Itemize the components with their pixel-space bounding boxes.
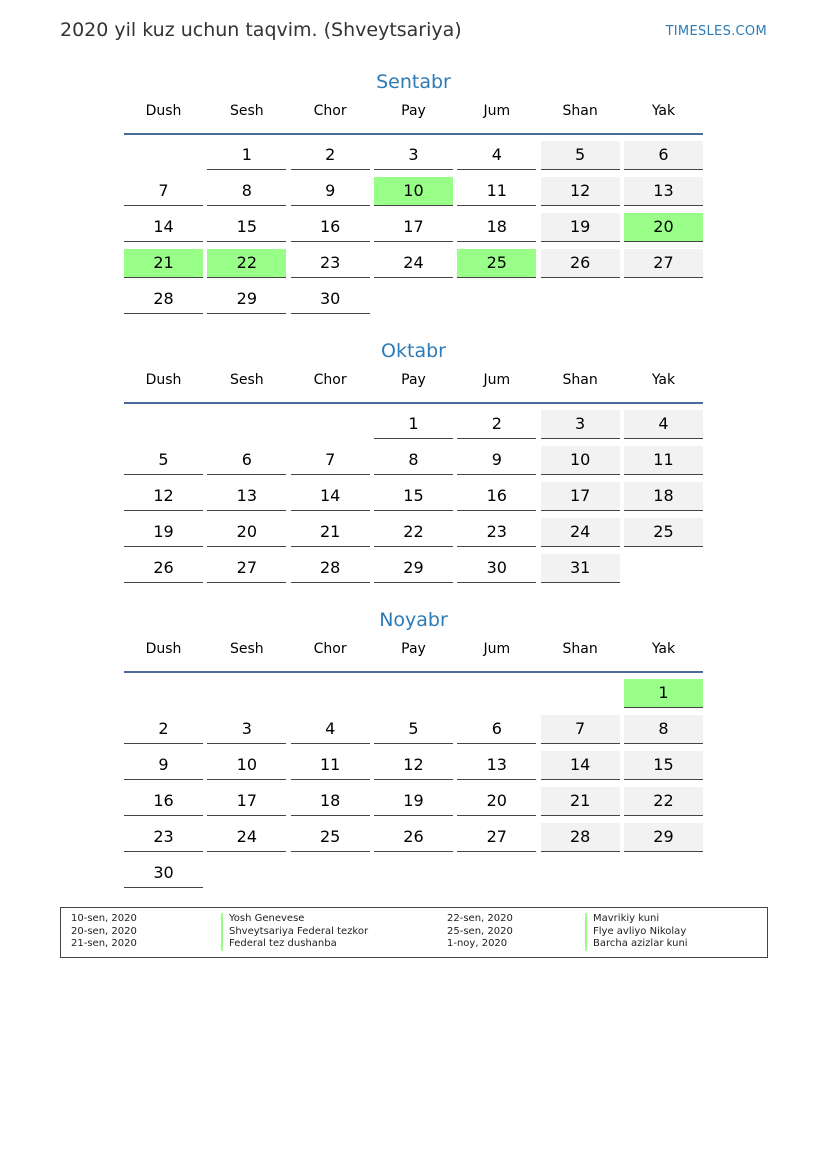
day-cell[interactable]: 15 <box>624 751 703 780</box>
week-row <box>124 677 703 713</box>
page-title: 2020 yil kuz uchun taqvim. (Shveytsariya) <box>60 19 462 41</box>
day-cell[interactable]: 1 <box>624 679 703 708</box>
empty-day-cell <box>457 285 536 313</box>
legend-date: 25-sen, 2020 <box>447 925 513 937</box>
month-title: Oktabr <box>381 340 446 362</box>
weekday-label: Dush <box>145 641 182 657</box>
weekday-label: Yak <box>651 641 676 657</box>
weekday-label: Dush <box>145 372 182 388</box>
empty-day-cell <box>624 859 703 887</box>
legend-date: 22-sen, 2020 <box>447 913 513 924</box>
week-row <box>124 821 703 857</box>
day-cell[interactable]: 24 <box>541 518 620 547</box>
day-cell[interactable]: 27 <box>457 823 536 852</box>
week-row <box>124 283 703 319</box>
empty-day-cell <box>124 679 203 707</box>
empty-day-cell <box>207 679 286 707</box>
empty-day-cell <box>624 285 703 313</box>
day-cell[interactable]: 22 <box>374 518 453 547</box>
week-row <box>124 444 703 480</box>
week-row <box>124 247 703 283</box>
week-row <box>124 785 703 821</box>
day-cell[interactable]: 11 <box>624 446 703 475</box>
day-cell[interactable]: 14 <box>291 482 370 511</box>
day-cell[interactable]: 2 <box>457 410 536 439</box>
weekday-label: Chor <box>313 641 347 657</box>
legend-date: 1-noy, 2020 <box>447 938 508 949</box>
day-cell[interactable]: 27 <box>624 249 703 278</box>
day-cell[interactable]: 15 <box>374 482 453 511</box>
weekday-label: Chor <box>313 103 347 119</box>
empty-day-cell <box>541 285 620 313</box>
day-cell[interactable]: 13 <box>457 751 536 780</box>
weekday-label: Jum <box>483 372 511 388</box>
weekday-label: Sesh <box>229 372 264 388</box>
day-cell[interactable]: 3 <box>541 410 620 439</box>
weekday-label: Chor <box>313 372 347 388</box>
day-cell[interactable]: 19 <box>541 213 620 242</box>
day-grid <box>124 139 703 319</box>
week-row <box>124 857 703 893</box>
day-cell[interactable]: 23 <box>124 823 203 852</box>
day-cell[interactable]: 18 <box>624 482 703 511</box>
weekday-label: Jum <box>483 641 511 657</box>
holiday-legend <box>60 907 768 958</box>
empty-day-cell <box>374 679 453 707</box>
week-row <box>124 713 703 749</box>
day-cell[interactable]: 24 <box>207 823 286 852</box>
day-cell[interactable]: 15 <box>207 213 286 242</box>
empty-day-cell <box>457 859 536 887</box>
day-cell[interactable]: 18 <box>291 787 370 816</box>
day-cell[interactable]: 20 <box>457 787 536 816</box>
empty-day-cell <box>124 410 203 438</box>
empty-day-cell <box>624 554 703 582</box>
week-row <box>124 480 703 516</box>
day-cell[interactable]: 25 <box>291 823 370 852</box>
day-cell[interactable]: 21 <box>124 249 203 278</box>
day-cell[interactable]: 28 <box>124 285 203 314</box>
week-row <box>124 211 703 247</box>
legend-row <box>71 913 411 926</box>
day-cell[interactable]: 29 <box>374 554 453 583</box>
week-row <box>124 552 703 588</box>
day-cell[interactable]: 10 <box>541 446 620 475</box>
day-cell[interactable]: 24 <box>374 249 453 278</box>
day-cell[interactable]: 18 <box>457 213 536 242</box>
week-row <box>124 139 703 175</box>
day-cell[interactable]: 16 <box>124 787 203 816</box>
day-cell[interactable]: 19 <box>124 518 203 547</box>
day-cell[interactable]: 3 <box>207 715 286 744</box>
weekday-label: Sesh <box>229 103 264 119</box>
day-cell[interactable]: 13 <box>624 177 703 206</box>
day-cell[interactable]: 11 <box>457 177 536 206</box>
day-cell[interactable]: 30 <box>457 554 536 583</box>
day-cell[interactable]: 31 <box>541 554 620 583</box>
empty-day-cell <box>374 859 453 887</box>
day-cell[interactable]: 7 <box>291 446 370 475</box>
week-row <box>124 408 703 444</box>
day-cell[interactable]: 7 <box>124 177 203 206</box>
weekday-label: Yak <box>651 372 676 388</box>
month-title: Sentabr <box>376 71 451 93</box>
month-2 <box>124 605 703 893</box>
day-cell[interactable]: 12 <box>541 177 620 206</box>
legend-row <box>71 926 411 939</box>
week-row <box>124 749 703 785</box>
day-cell[interactable]: 3 <box>374 141 453 170</box>
day-cell[interactable]: 7 <box>541 715 620 744</box>
weekday-label: Shan <box>562 372 598 388</box>
day-cell[interactable]: 14 <box>124 213 203 242</box>
day-cell[interactable]: 21 <box>541 787 620 816</box>
day-cell[interactable]: 29 <box>624 823 703 852</box>
weekday-label: Jum <box>483 103 511 119</box>
day-cell[interactable]: 23 <box>291 249 370 278</box>
day-cell[interactable]: 8 <box>624 715 703 744</box>
day-cell[interactable]: 25 <box>457 249 536 278</box>
week-row <box>124 175 703 211</box>
weekday-label: Shan <box>562 641 598 657</box>
weekday-label: Pay <box>401 103 426 119</box>
day-cell[interactable]: 2 <box>124 715 203 744</box>
day-cell[interactable]: 21 <box>291 518 370 547</box>
day-cell[interactable]: 10 <box>207 751 286 780</box>
day-cell[interactable]: 13 <box>207 482 286 511</box>
month-1 <box>124 336 703 588</box>
weekday-header <box>124 366 703 404</box>
legend-row <box>71 938 411 951</box>
day-cell[interactable]: 30 <box>291 285 370 314</box>
day-cell[interactable]: 14 <box>541 751 620 780</box>
day-cell[interactable]: 6 <box>624 141 703 170</box>
day-cell[interactable]: 27 <box>207 554 286 583</box>
weekday-label: Shan <box>562 103 598 119</box>
weekday-header <box>124 635 703 673</box>
empty-day-cell <box>457 679 536 707</box>
empty-day-cell <box>291 859 370 887</box>
day-cell[interactable]: 6 <box>457 715 536 744</box>
day-cell[interactable]: 20 <box>207 518 286 547</box>
day-cell[interactable]: 22 <box>624 787 703 816</box>
day-cell[interactable]: 9 <box>124 751 203 780</box>
legend-date: 21-sen, 2020 <box>71 938 137 949</box>
month-title: Noyabr <box>379 609 448 631</box>
day-cell[interactable]: 5 <box>374 715 453 744</box>
day-cell[interactable]: 8 <box>207 177 286 206</box>
day-cell[interactable]: 11 <box>291 751 370 780</box>
legend-holiday-name: Shveytsariya Federal tezkor <box>221 926 368 939</box>
day-cell[interactable]: 17 <box>374 213 453 242</box>
legend-holiday-name: Federal tez dushanba <box>221 938 337 951</box>
week-row <box>124 516 703 552</box>
day-cell[interactable]: 5 <box>541 141 620 170</box>
month-0 <box>124 67 703 319</box>
day-grid <box>124 677 703 893</box>
legend-holiday-name: Barcha azizlar kuni <box>585 938 688 951</box>
day-cell[interactable]: 8 <box>374 446 453 475</box>
day-cell[interactable]: 12 <box>374 751 453 780</box>
empty-day-cell <box>207 410 286 438</box>
legend-holiday-name: Mavrikiy kuni <box>585 913 659 926</box>
day-cell[interactable]: 9 <box>457 446 536 475</box>
empty-day-cell <box>374 285 453 313</box>
day-cell[interactable]: 5 <box>124 446 203 475</box>
empty-day-cell <box>207 859 286 887</box>
weekday-label: Pay <box>401 372 426 388</box>
day-cell[interactable]: 6 <box>207 446 286 475</box>
day-cell[interactable]: 26 <box>124 554 203 583</box>
day-cell[interactable]: 30 <box>124 859 203 888</box>
day-cell[interactable]: 1 <box>207 141 286 170</box>
day-cell[interactable]: 29 <box>207 285 286 314</box>
legend-row <box>447 913 767 926</box>
day-cell[interactable]: 26 <box>541 249 620 278</box>
day-cell[interactable]: 28 <box>291 554 370 583</box>
day-cell[interactable]: 10 <box>374 177 453 206</box>
day-cell[interactable]: 1 <box>374 410 453 439</box>
day-cell[interactable]: 4 <box>624 410 703 439</box>
legend-holiday-name: Yosh Genevese <box>221 913 304 926</box>
empty-day-cell <box>541 859 620 887</box>
legend-row <box>447 926 767 939</box>
day-cell[interactable]: 28 <box>541 823 620 852</box>
day-cell[interactable]: 26 <box>374 823 453 852</box>
legend-date: 10-sen, 2020 <box>71 913 137 924</box>
empty-day-cell <box>291 679 370 707</box>
day-cell[interactable]: 2 <box>291 141 370 170</box>
day-cell[interactable]: 25 <box>624 518 703 547</box>
day-grid <box>124 408 703 588</box>
day-cell[interactable]: 4 <box>291 715 370 744</box>
brand-logo-text[interactable]: TIMESLES.COM <box>665 24 767 39</box>
day-cell[interactable]: 16 <box>457 482 536 511</box>
legend-holiday-name: Flye avliyo Nikolay <box>585 926 686 939</box>
empty-day-cell <box>124 141 203 169</box>
day-cell[interactable]: 22 <box>207 249 286 278</box>
day-cell[interactable]: 4 <box>457 141 536 170</box>
day-cell[interactable]: 9 <box>291 177 370 206</box>
day-cell[interactable]: 16 <box>291 213 370 242</box>
day-cell[interactable]: 19 <box>374 787 453 816</box>
empty-day-cell <box>291 410 370 438</box>
legend-date: 20-sen, 2020 <box>71 925 137 937</box>
weekday-label: Dush <box>145 103 182 119</box>
day-cell[interactable]: 17 <box>207 787 286 816</box>
legend-row <box>447 938 767 951</box>
weekday-header <box>124 97 703 135</box>
weekday-label: Sesh <box>229 641 264 657</box>
day-cell[interactable]: 17 <box>541 482 620 511</box>
weekday-label: Yak <box>651 103 676 119</box>
empty-day-cell <box>541 679 620 707</box>
day-cell[interactable]: 23 <box>457 518 536 547</box>
day-cell[interactable]: 20 <box>624 213 703 242</box>
day-cell[interactable]: 12 <box>124 482 203 511</box>
weekday-label: Pay <box>401 641 426 657</box>
